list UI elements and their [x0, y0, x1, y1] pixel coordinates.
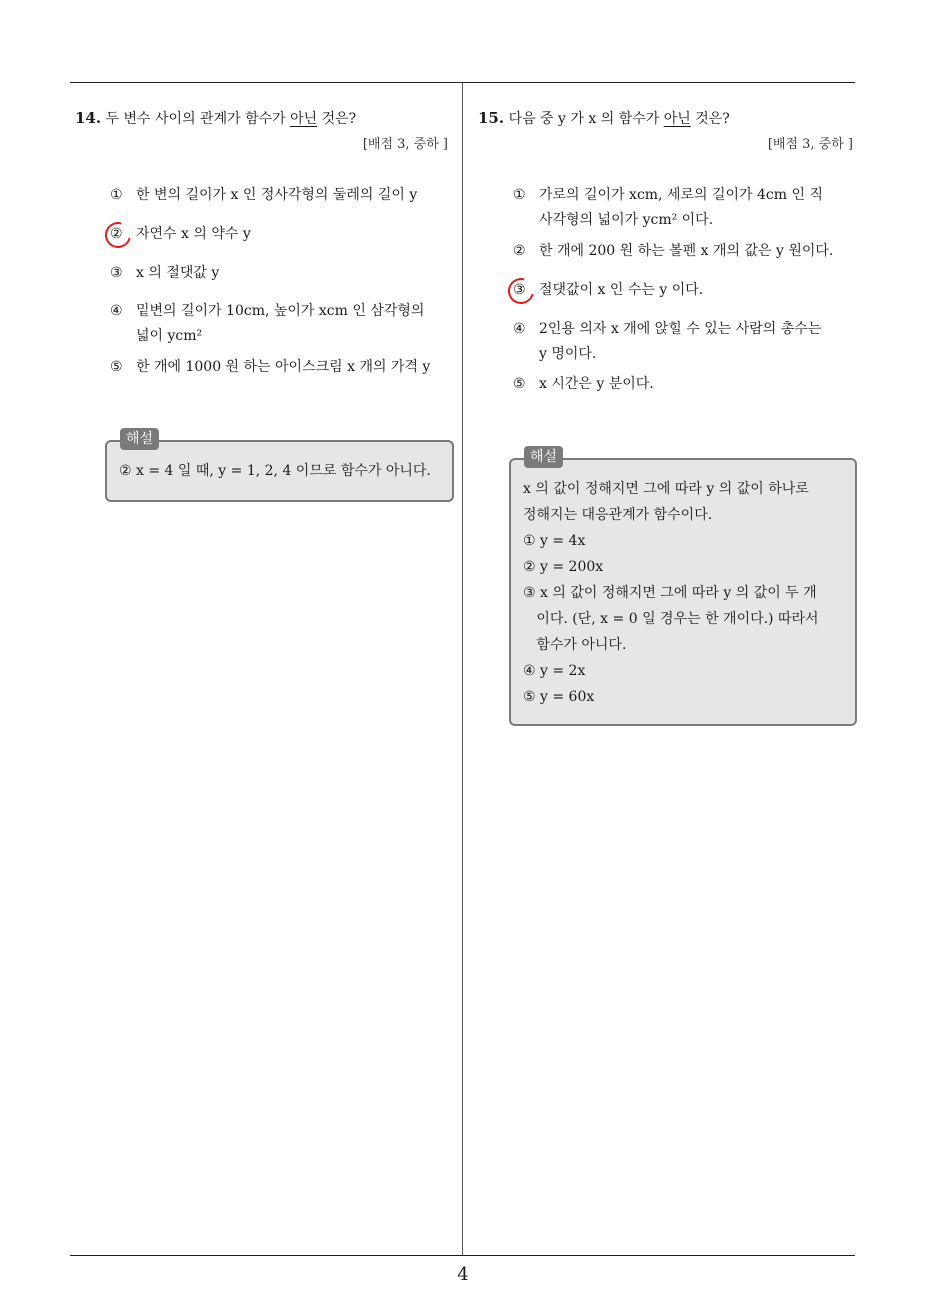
question-number: 14. — [75, 109, 102, 127]
option-text: 자연수 x 의 약수 y — [136, 226, 251, 242]
question-score: [배점 3, 중하 ] — [767, 137, 853, 152]
option-text-line-1: 밑변의 길이가 10cm, 높이가 xcm 인 삼각형의 — [136, 303, 425, 319]
option-number: ③ — [110, 265, 123, 281]
option-text: 한 개에 1000 원 하는 아이스크림 x 개의 가격 y — [136, 359, 431, 375]
solution-line: ① y = 4x — [523, 533, 586, 549]
option-3[interactable] — [513, 278, 853, 303]
option-number: ② — [513, 243, 526, 259]
solution-tag: 해설 — [120, 428, 159, 450]
option-text: x 시간은 y 분이다. — [539, 376, 654, 392]
option-number: ④ — [513, 321, 526, 337]
question-15 — [478, 108, 853, 152]
option-number: ① — [110, 187, 123, 203]
question-underlined: 아닌 — [290, 111, 318, 127]
question-14-header — [75, 108, 448, 129]
column-divider — [462, 83, 463, 1255]
option-text: 한 변의 길이가 x 인 정사각형의 둘레의 길이 y — [136, 187, 418, 203]
option-number: ⑤ — [513, 376, 526, 392]
option-3[interactable] — [110, 261, 450, 286]
option-number: ⑤ — [110, 359, 123, 375]
question-text-end: 것은? — [317, 111, 357, 127]
option-text: 절댓값이 x 인 수는 y 이다. — [539, 282, 704, 298]
option-text — [539, 183, 853, 233]
option-text-line-2: 넓이 ycm² — [136, 328, 203, 344]
page-number: 4 — [457, 1264, 469, 1285]
option-5[interactable] — [110, 355, 450, 380]
solution-line: 이다. (단, x = 0 일 경우는 한 개이다.) 따라서 — [523, 611, 819, 627]
option-text: 한 개에 200 원 하는 볼펜 x 개의 값은 y 원이다. — [539, 243, 834, 259]
solution-tag: 해설 — [524, 446, 563, 468]
option-text-line-1: 가로의 길이가 xcm, 세로의 길이가 4cm 인 직 — [539, 187, 823, 203]
question-text: 두 변수 사이의 관계가 함수가 — [105, 111, 291, 127]
option-1[interactable] — [110, 183, 450, 208]
option-2[interactable] — [110, 222, 450, 247]
solution-line: x 의 값이 정해지면 그에 따라 y 의 값이 하나로 — [523, 481, 809, 497]
solution-line: ② x = 4 일 때, y = 1, 2, 4 이므로 함수가 아니다. — [119, 463, 431, 479]
solution-box-14 — [105, 440, 454, 502]
option-4[interactable] — [513, 317, 853, 367]
option-text-line-2: 사각형의 넓이가 ycm² 이다. — [539, 212, 714, 228]
bottom-rule — [70, 1255, 855, 1256]
question-15-header — [478, 108, 853, 129]
solution-line: ⑤ y = 60x — [523, 689, 595, 705]
option-number: ③ — [513, 282, 526, 298]
option-text-line-2: y 명이다. — [539, 346, 597, 362]
question-underlined: 아닌 — [663, 111, 691, 127]
solution-box-15 — [509, 458, 857, 726]
solution-line: 함수가 아니다. — [523, 637, 627, 653]
question-text: 다음 중 y 가 x 의 함수가 — [508, 111, 664, 127]
question-number: 15. — [478, 109, 505, 127]
question-score: [배점 3, 중하 ] — [362, 137, 448, 152]
option-1[interactable] — [513, 183, 853, 233]
option-text — [539, 317, 853, 367]
option-text — [136, 299, 450, 349]
option-text-line-1: 2인용 의자 x 개에 앉힐 수 있는 사람의 총수는 — [539, 321, 822, 337]
question-text-end: 것은? — [690, 111, 730, 127]
option-number: ① — [513, 187, 526, 203]
solution-line: ④ y = 2x — [523, 663, 586, 679]
solution-line: ③ x 의 값이 정해지면 그에 따라 y 의 값이 두 개 — [523, 585, 817, 601]
solution-line: ② y = 200x — [523, 559, 604, 575]
option-2[interactable] — [513, 239, 853, 264]
option-4[interactable] — [110, 299, 450, 349]
option-5[interactable] — [513, 372, 853, 397]
option-number: ④ — [110, 303, 123, 319]
solution-line: 정해지는 대응관계가 함수이다. — [523, 507, 713, 523]
option-text: x 의 절댓값 y — [136, 265, 220, 281]
question-14 — [75, 108, 448, 152]
option-number: ② — [110, 226, 123, 242]
